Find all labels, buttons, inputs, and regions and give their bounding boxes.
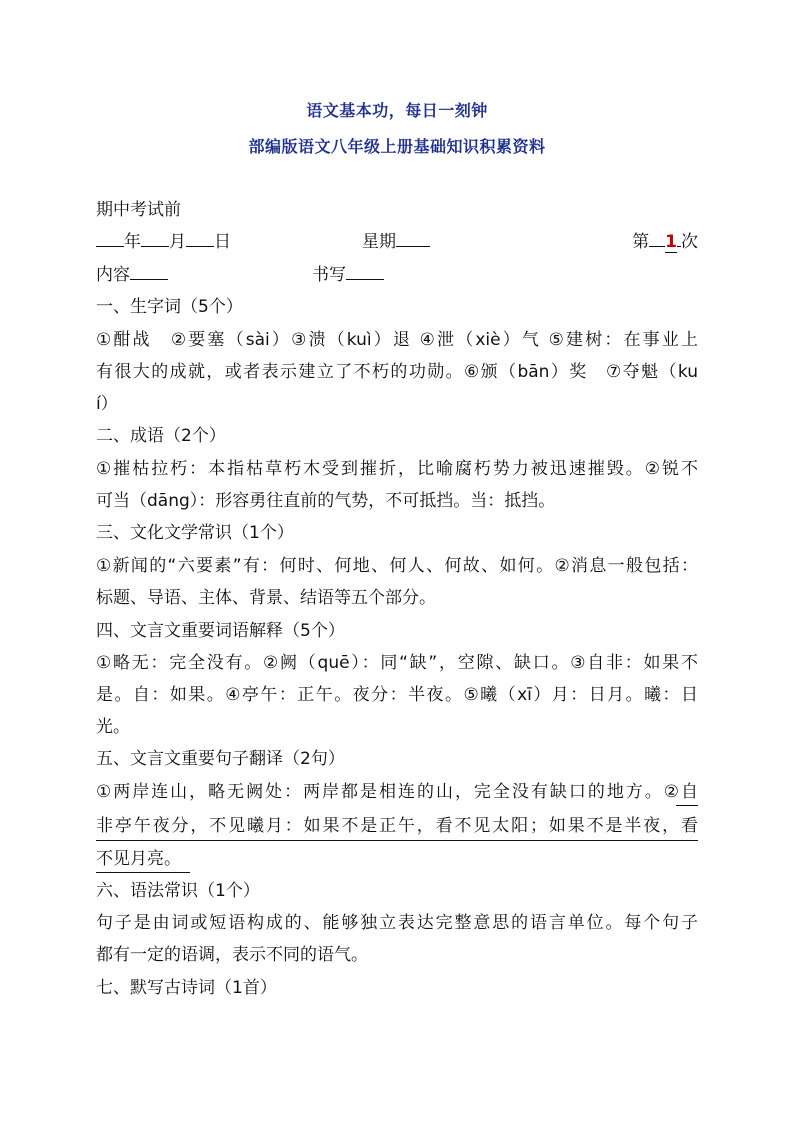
underline-mark <box>96 872 190 873</box>
section-line: ①摧枯拉朽：本指枯草朽木受到摧折，比喻腐朽势力被迅速摧毁。②锐不 <box>96 459 698 479</box>
section-heading: 三、文化文学常识（1个） <box>96 523 294 543</box>
section-line: í） <box>96 394 118 414</box>
period-label: 期中考试前 <box>96 200 181 220</box>
section-line: 标题、导语、主体、背景、结语等五个部分。 <box>96 588 436 608</box>
section-line: ①新闻的“六要素”有：何时、何地、何人、何故、如何。②消息一般包括： <box>96 556 698 576</box>
weekday-label: 星期 <box>362 232 396 252</box>
section-heading: 二、成语（2个） <box>96 426 226 446</box>
section-line: 有很大的成就，或者表示建立了不朽的功勋。⑥颁（bān）奖 ⑦夺魁（ku <box>96 362 698 382</box>
underline-mark <box>676 805 698 806</box>
section-heading: 七、默写古诗词（1首） <box>96 978 277 998</box>
date-row <box>96 230 698 253</box>
grading-row <box>96 263 698 286</box>
month-label: 月 <box>169 232 186 252</box>
year-label: 年 <box>124 232 141 252</box>
section-line: ①两岸连山，略无阙处：两岸都是相连的山，完全没有缺口的地方。②自 <box>96 782 698 802</box>
year-blank[interactable] <box>96 230 124 247</box>
section-line: 都有一定的语调，表示不同的语气。 <box>96 945 368 965</box>
section-line: 是。自：如果。④亭午：正午。夜分：半夜。⑤曦（xī）月：日月。曦：日 <box>96 685 698 705</box>
underline-mark <box>96 840 698 841</box>
content-blank[interactable] <box>130 263 168 280</box>
weekday-field <box>362 230 430 253</box>
section-line: 可当（dāng）：形容勇往直前的气势，不可抵挡。当：抵挡。 <box>96 491 556 511</box>
section-heading: 六、语法常识（1个） <box>96 881 260 901</box>
count-suffix: 次 <box>681 232 698 252</box>
section-heading: 一、生字词（5个） <box>96 297 243 317</box>
writing-field <box>312 263 384 286</box>
section-heading: 五、文言文重要句子翻译（2句） <box>96 749 345 769</box>
count-value: 1 <box>665 232 677 252</box>
count-blank-left <box>649 230 665 247</box>
section-line: ①酣战 ②要塞（sài）③溃（kuì）退 ④泄（xiè）气 ⑤建树：在事业上 <box>96 330 698 350</box>
content-label: 内容 <box>96 265 130 285</box>
weekday-blank[interactable] <box>396 230 430 247</box>
section-line: 非亭午夜分，不见曦月：如果不是正午，看不见太阳；如果不是半夜，看 <box>96 816 698 836</box>
page-title: 语文基本功，每日一刻钟 <box>306 101 488 120</box>
month-blank[interactable] <box>141 230 169 247</box>
count-field <box>632 230 698 253</box>
section-heading: 四、文言文重要词语解释（5个） <box>96 621 345 641</box>
section-line: 句子是由词或短语构成的、能够独立表达完整意思的语言单位。每个句子 <box>96 913 698 933</box>
writing-blank[interactable] <box>346 263 384 280</box>
section-line: 光。 <box>96 717 130 737</box>
section-line: 不见月亮。 <box>96 849 181 869</box>
writing-label: 书写 <box>312 265 346 285</box>
page-subtitle: 部编版语文八年级上册基础知识积累资料 <box>248 137 546 156</box>
section-line: ①略无：完全没有。②阙（quē）：同“缺”，空隙、缺口。③自非：如果不 <box>96 653 698 673</box>
count-prefix: 第 <box>632 232 650 252</box>
day-label: 日 <box>214 232 231 252</box>
day-blank[interactable] <box>186 230 214 247</box>
